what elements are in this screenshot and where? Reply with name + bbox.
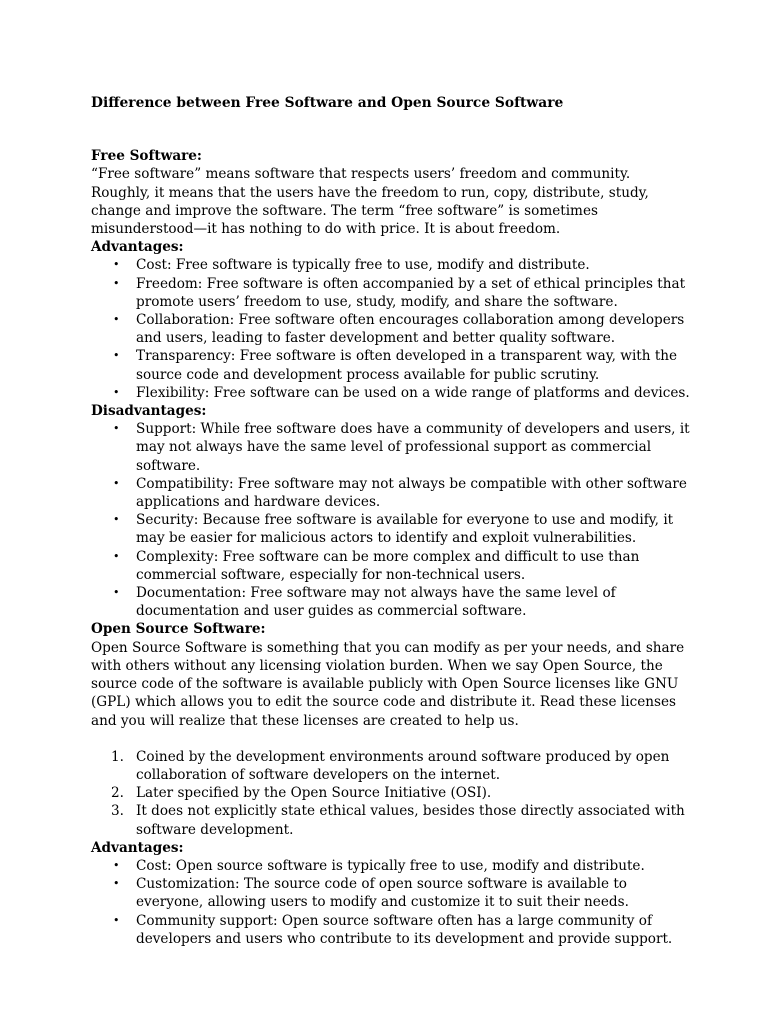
number-label: 3. xyxy=(111,803,124,820)
list-item-text: Flexibility: Free software can be used on a wide range of platforms and devices. xyxy=(136,384,690,401)
list-item xyxy=(91,384,691,402)
number-label: 1. xyxy=(111,748,124,765)
bullet-icon: • xyxy=(113,913,120,927)
list-item-text: Documentation: Free software may not always have the same level of documentation and user guides as commercial software. xyxy=(136,585,616,620)
list-item xyxy=(91,875,691,911)
bullet-icon: • xyxy=(113,476,120,490)
bullet-icon: • xyxy=(113,513,120,527)
bullet-icon: • xyxy=(113,858,120,872)
list-item xyxy=(91,256,691,274)
bullet-icon: • xyxy=(113,313,120,327)
open-source-paragraph: Open Source Software is something that you can modify as per your needs, and share with others without any licensing violation burden. When we say Open Source, the source code of the software is available publicly with Open Source licenses like GNU (GPL) which allows you to edit the source code and distribute it. Read these licenses and you will realize that these licenses are created to help us. xyxy=(91,639,685,729)
bullet-icon: • xyxy=(113,422,120,436)
list-item xyxy=(91,511,691,547)
open-source-advantages-list xyxy=(91,857,691,948)
list-item-text: Freedom: Free software is often accompanied by a set of ethical principles that promote users’ freedom to use, study, modify, and share the software. xyxy=(136,275,686,310)
open-source-numbered-list xyxy=(91,748,691,839)
open-source-heading: Open Source Software: xyxy=(91,621,266,638)
bullet-icon: • xyxy=(113,586,120,600)
free-software-advantages-heading: Advantages: xyxy=(91,239,184,256)
free-software-heading: Free Software: xyxy=(91,148,202,165)
number-label: 2. xyxy=(111,785,124,802)
list-item-text: Complexity: Free software can be more complex and difficult to use than commercial software, especially for non-technical users. xyxy=(136,548,640,583)
list-item xyxy=(91,275,691,311)
list-item xyxy=(91,584,691,620)
list-item xyxy=(91,475,691,511)
list-item xyxy=(91,912,691,948)
bullet-icon: • xyxy=(113,549,120,563)
list-item xyxy=(91,548,691,584)
free-software-advantages-list xyxy=(91,256,691,402)
list-item-text: Cost: Free software is typically free to use, modify and distribute. xyxy=(136,257,590,274)
bullet-icon: • xyxy=(113,349,120,363)
spacer xyxy=(91,730,691,748)
list-item-text: Collaboration: Free software often encourages collaboration among developers and users, leading to faster development and better quality software. xyxy=(136,312,685,347)
spacer xyxy=(91,112,691,147)
list-item-text: Compatibility: Free software may not always be compatible with other software applications and hardware devices. xyxy=(136,475,687,511)
list-item xyxy=(91,857,691,875)
list-item-text: Support: While free software does have a community of developers and users, it may not always have the same level of professional support as commercial software. xyxy=(136,421,690,474)
list-item-text: Transparency: Free software is often developed in a transparent way, with the source code and development process available for public scrutiny. xyxy=(136,348,678,383)
open-source-advantages-heading: Advantages: xyxy=(91,839,184,856)
numbered-item xyxy=(91,802,691,838)
numbered-item-text: Coined by the development environments around software produced by open collaboration of software developers on the internet. xyxy=(136,748,670,783)
list-item xyxy=(91,420,691,475)
bullet-icon: • xyxy=(113,276,120,290)
numbered-item-text: Later specified by the Open Source Initiative (OSI). xyxy=(136,785,492,802)
list-item-text: Community support: Open source software often has a large community of developers and users who contribute to its development and provide support. xyxy=(136,912,673,947)
list-item-text: Security: Because free software is available for everyone to use and modify, it may be easier for malicious actors to identify and exploit vulnerabilities. xyxy=(136,512,674,547)
list-item xyxy=(91,311,691,347)
free-software-paragraph: “Free software” means software that respects users’ freedom and community. Roughly, it means that the users have the freedom to run, copy, distribute, study, change and improve the software. The term “free software” is sometimes misunderstood—it has nothing to do with price. It is about freedom. xyxy=(91,166,649,238)
list-item xyxy=(91,347,691,383)
free-software-disadvantages-heading: Disadvantages: xyxy=(91,403,207,420)
bullet-icon: • xyxy=(113,385,120,399)
document-page xyxy=(91,94,691,948)
document-title: Difference between Free Software and Open Source Software xyxy=(91,95,564,111)
numbered-item xyxy=(91,748,691,784)
list-item-text: Customization: The source code of open source software is available to everyone, allowing users to modify and customize it to suit their needs. xyxy=(136,876,629,911)
list-item-text: Cost: Open source software is typically free to use, modify and distribute. xyxy=(136,857,645,874)
free-software-disadvantages-list xyxy=(91,420,691,620)
numbered-item xyxy=(91,784,691,802)
numbered-item-text: It does not explicitly state ethical values, besides those directly associated with software development. xyxy=(136,803,685,838)
bullet-icon: • xyxy=(113,877,120,891)
bullet-icon: • xyxy=(113,258,120,272)
